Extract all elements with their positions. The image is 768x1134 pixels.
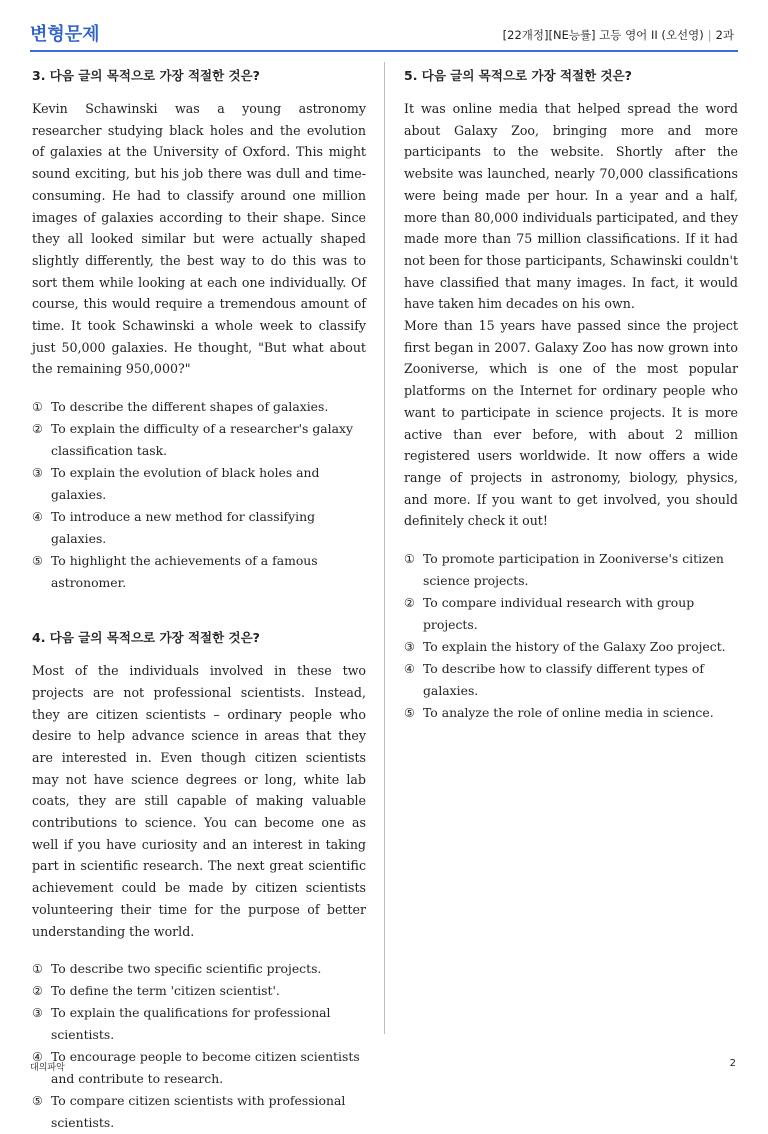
question-3-passage bbox=[32, 98, 366, 380]
option-5[interactable] bbox=[32, 1090, 366, 1134]
left-column bbox=[32, 66, 366, 1134]
option-text: To explain the qualifications for professional scientists. bbox=[51, 1005, 331, 1043]
option-5[interactable] bbox=[32, 550, 366, 594]
header-separator: | bbox=[707, 28, 712, 42]
option-text: To explain the difficulty of a researcher's galaxy classification task. bbox=[51, 421, 353, 459]
question-5-title: 5. 다음 글의 목적으로 가장 적절한 것은? bbox=[404, 68, 632, 83]
option-text: To compare citizen scientists with professional scientists. bbox=[51, 1093, 346, 1131]
option-4[interactable] bbox=[404, 658, 738, 702]
page-number: 2 bbox=[729, 1058, 736, 1069]
option-text: To highlight the achievements of a famous astronomer. bbox=[51, 553, 318, 591]
course-name: [22개정][NE능률] 고등 영어 II (오선영) bbox=[502, 28, 704, 42]
option-number: ⑤ bbox=[404, 706, 415, 721]
question-4-passage bbox=[32, 660, 366, 942]
option-text: To analyze the role of online media in science. bbox=[423, 705, 714, 721]
question-5-options bbox=[404, 548, 738, 724]
option-2[interactable] bbox=[32, 980, 366, 1002]
option-number: ④ bbox=[404, 662, 415, 677]
option-text: To compare individual research with group projects. bbox=[423, 595, 695, 633]
option-3[interactable] bbox=[32, 462, 366, 506]
passage-paragraph: Most of the individuals involved in these two projects are not professional scientists. Instead, they are citizen scientists – ordinary people who desire to help advance science in areas that they are interested in. Even though citizen scientists may not have science degrees or long, white lab coats, they are still capable of making valuable contributions to science. You can become one as well if you have curiosity and an interest in taking part in scientific research. The next great scientific achievement could be made by citizen scientists volunteering their time for the purpose of better understanding the world. bbox=[32, 663, 366, 939]
option-5[interactable] bbox=[404, 702, 738, 724]
option-text: To define the term 'citizen scientist'. bbox=[51, 983, 280, 999]
option-text: To promote participation in Zooniverse's citizen science projects. bbox=[423, 551, 724, 589]
option-text: To describe two specific scientific projects. bbox=[51, 961, 322, 977]
option-text: To explain the evolution of black holes and galaxies. bbox=[51, 465, 320, 503]
option-number: ② bbox=[32, 984, 43, 999]
question-4-title: 4. 다음 글의 목적으로 가장 적절한 것은? bbox=[32, 630, 260, 646]
option-number: ③ bbox=[32, 1006, 43, 1021]
option-number: ④ bbox=[32, 1050, 43, 1065]
option-number: ① bbox=[32, 962, 43, 977]
option-1[interactable] bbox=[32, 396, 366, 418]
header-info bbox=[503, 27, 734, 43]
option-text: To introduce a new method for classifying galaxies. bbox=[51, 509, 316, 547]
section-spacer bbox=[32, 594, 366, 628]
passage-paragraph: More than 15 years have passed since the project first began in 2007. Galaxy Zoo has now grown into Zooniverse, which is one of the most popular platforms on the Internet for ordinary people who want to participate in science projects. It is more active than ever before, with about 2 million registered users worldwide. It now offers a wide range of projects in astronomy, biology, physics, and more. If you want to get involved, you should definitely check it out! bbox=[404, 318, 738, 529]
option-2[interactable] bbox=[32, 418, 366, 462]
option-number: ③ bbox=[32, 466, 43, 481]
passage-paragraph: It was online media that helped spread the word about Galaxy Zoo, bringing more and more participants to the website. Shortly after the website was launched, nearly 70,000 classifications were being made per hour. In a year and a half, more than 80,000 individuals participated, and they made more than 75 million classifications. If it had not been for those participants, Schawinski couldn't have classified that many images. In fact, it would have taken him decades on his own. bbox=[404, 101, 738, 312]
option-3[interactable] bbox=[32, 1002, 366, 1046]
option-text: To describe the different shapes of galaxies. bbox=[51, 399, 329, 415]
question-5-passage bbox=[404, 98, 738, 532]
passage-paragraph: Kevin Schawinski was a young astronomy researcher studying black holes and the evolution of galaxies at the University of Oxford. This might sound exciting, but his job there was dull and time-consuming. He had to classify around one million images of galaxies according to their shape. Since they all looked similar but were actually shaped slightly differently, the best way to do this was to sort them while looking at each one individually. Of course, this would require a tremendous amount of time. It took Schawinski a whole week to classify just 50,000 galaxies. He thought, "But what about the remaining 950,000?" bbox=[32, 101, 366, 377]
question-4-options bbox=[32, 958, 366, 1134]
option-4[interactable] bbox=[32, 506, 366, 550]
option-number: ② bbox=[404, 596, 415, 611]
option-4[interactable] bbox=[32, 1046, 366, 1090]
question-3-options bbox=[32, 396, 366, 594]
option-number: ② bbox=[32, 422, 43, 437]
option-1[interactable] bbox=[32, 958, 366, 980]
option-number: ⑤ bbox=[32, 1094, 43, 1109]
option-number: ③ bbox=[404, 640, 415, 655]
option-2[interactable] bbox=[404, 592, 738, 636]
footer-publisher: 대의파악 bbox=[30, 1063, 65, 1073]
page-header bbox=[30, 14, 738, 52]
column-divider bbox=[384, 62, 385, 1034]
right-column bbox=[404, 66, 738, 724]
question-3-title: 3. 다음 글의 목적으로 가장 적절한 것은? bbox=[32, 68, 260, 83]
option-number: ① bbox=[404, 552, 415, 567]
option-3[interactable] bbox=[404, 636, 738, 658]
option-text: To describe how to classify different types of galaxies. bbox=[423, 661, 704, 699]
question-4 bbox=[32, 628, 366, 1134]
header-title: 변형문제 bbox=[30, 24, 100, 45]
lesson-label: 2과 bbox=[715, 28, 734, 42]
option-text: To encourage people to become citizen scientists and contribute to research. bbox=[51, 1049, 360, 1087]
option-text: To explain the history of the Galaxy Zoo project. bbox=[423, 639, 726, 655]
question-3 bbox=[32, 66, 366, 594]
option-number: ⑤ bbox=[32, 554, 43, 569]
option-1[interactable] bbox=[404, 548, 738, 592]
option-number: ④ bbox=[32, 510, 43, 525]
option-number: ① bbox=[32, 400, 43, 415]
question-5 bbox=[404, 66, 738, 724]
